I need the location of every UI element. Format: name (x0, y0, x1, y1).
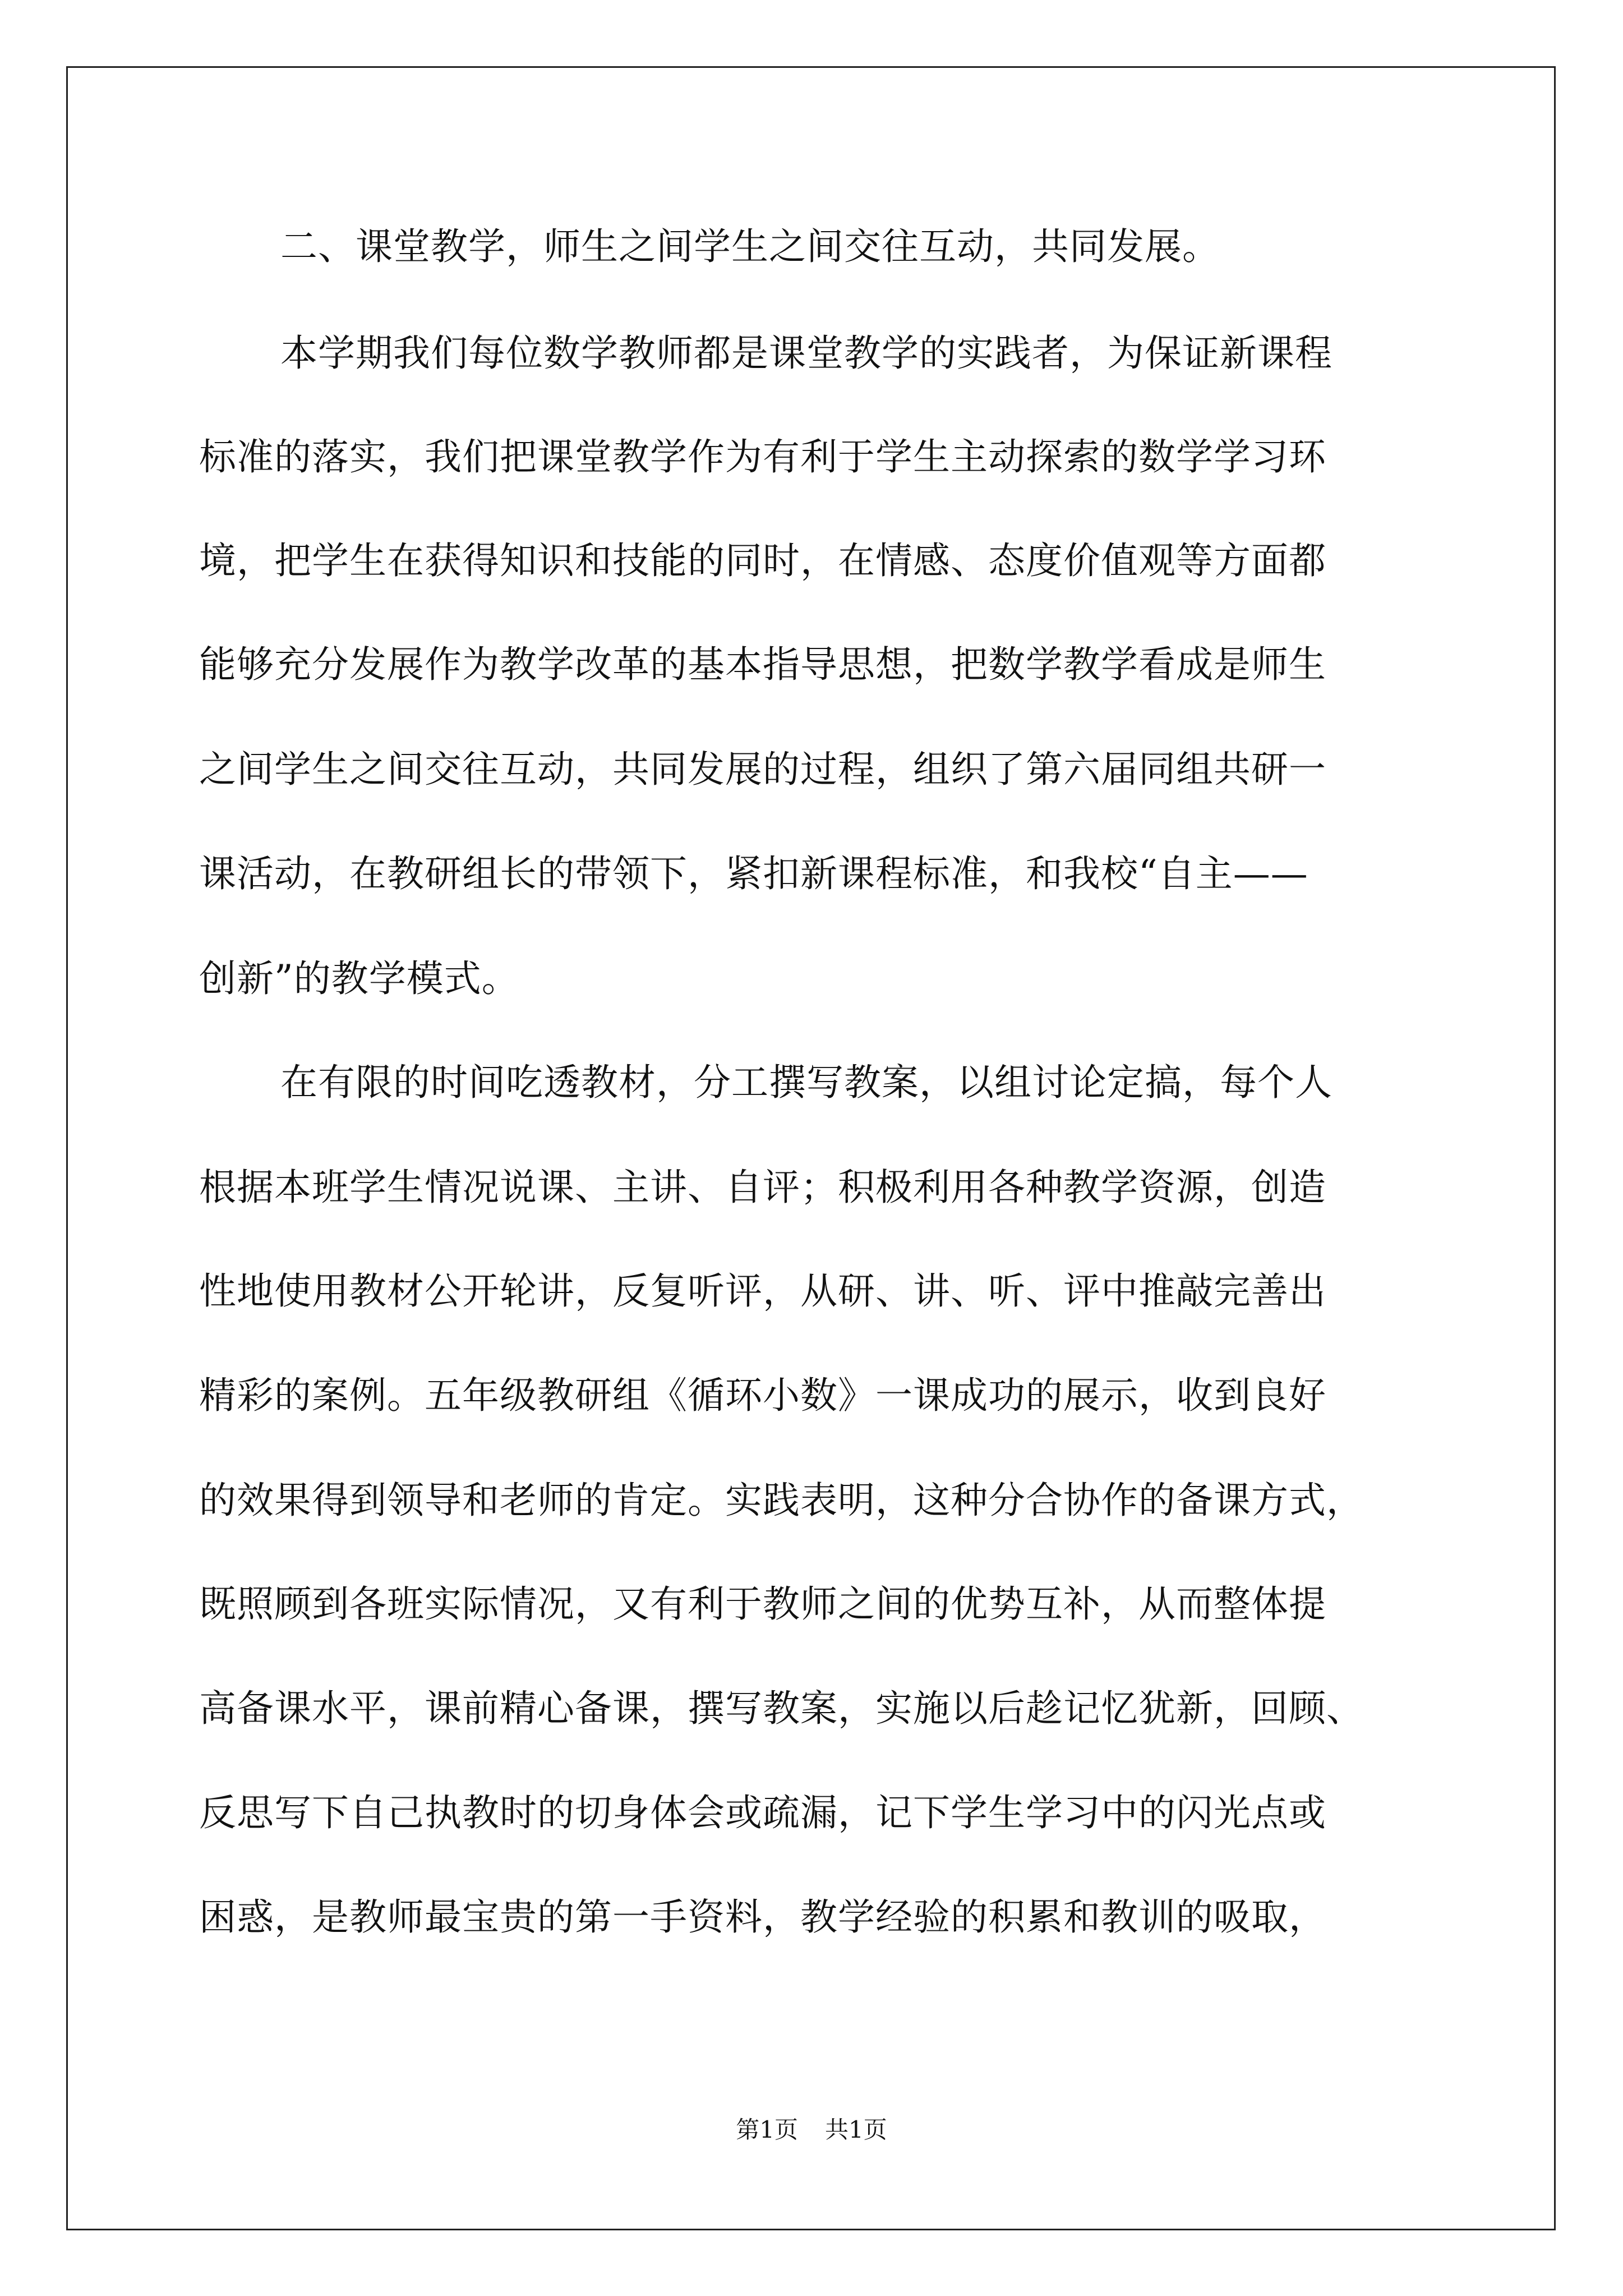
page-footer (0, 2116, 1623, 2144)
text-line: 二、课堂教学，师生之间学生之间交往互动，共同发展。 (280, 225, 1220, 268)
text-line: 根据本班学生情况说课、主讲、自评；积极利用各种教学资源，创造 (199, 1166, 1326, 1209)
text-line: 标准的落实，我们把课堂教学作为有利于学生主动探索的数学学习环 (199, 435, 1326, 478)
text-line: 境，把学生在获得知识和技能的同时，在情感、态度价值观等方面都 (199, 539, 1326, 582)
text-line: 创新”的教学模式。 (199, 957, 519, 1000)
page-count: 共1页 (825, 2116, 887, 2143)
text-line: 反思写下自己执教时的切身体会或疏漏，记下学生学习中的闪光点或 (199, 1791, 1326, 1834)
text-line: 能够充分发展作为教学改革的基本指导思想，把数学教学看成是师生 (199, 643, 1326, 686)
text-line: 困惑，是教师最宝贵的第一手资料，教学经验的积累和教训的吸取， (199, 1895, 1326, 1939)
text-line: 性地使用教材公开轮讲，反复听评，从研、讲、听、评中推敲完善出 (199, 1269, 1326, 1313)
text-line: 高备课水平，课前精心备课，撰写教案，实施以后趁记忆犹新，回顾、 (199, 1687, 1364, 1730)
text-line: 精彩的案例。五年级教研组《循环小数》一课成功的展示，收到良好 (199, 1374, 1326, 1417)
text-line: 的效果得到领导和老师的肯定。实践表明，这种分合协作的备课方式， (199, 1479, 1364, 1522)
text-line: 本学期我们每位数学教师都是课堂教学的实践者，为保证新课程 (280, 332, 1332, 375)
text-line: 之间学生之间交往互动，共同发展的过程，组织了第六届同组共研一 (199, 748, 1326, 791)
page-number: 第1页 (736, 2116, 798, 2143)
text-line: 既照顾到各班实际情况，又有利于教师之间的优势互补，从而整体提 (199, 1582, 1326, 1626)
text-line: 课活动，在教研组长的带领下，紧扣新课程标准，和我校“自主—— (199, 852, 1308, 895)
text-line: 在有限的时间吃透教材，分工撰写教案，以组讨论定搞，每个人 (280, 1061, 1332, 1104)
